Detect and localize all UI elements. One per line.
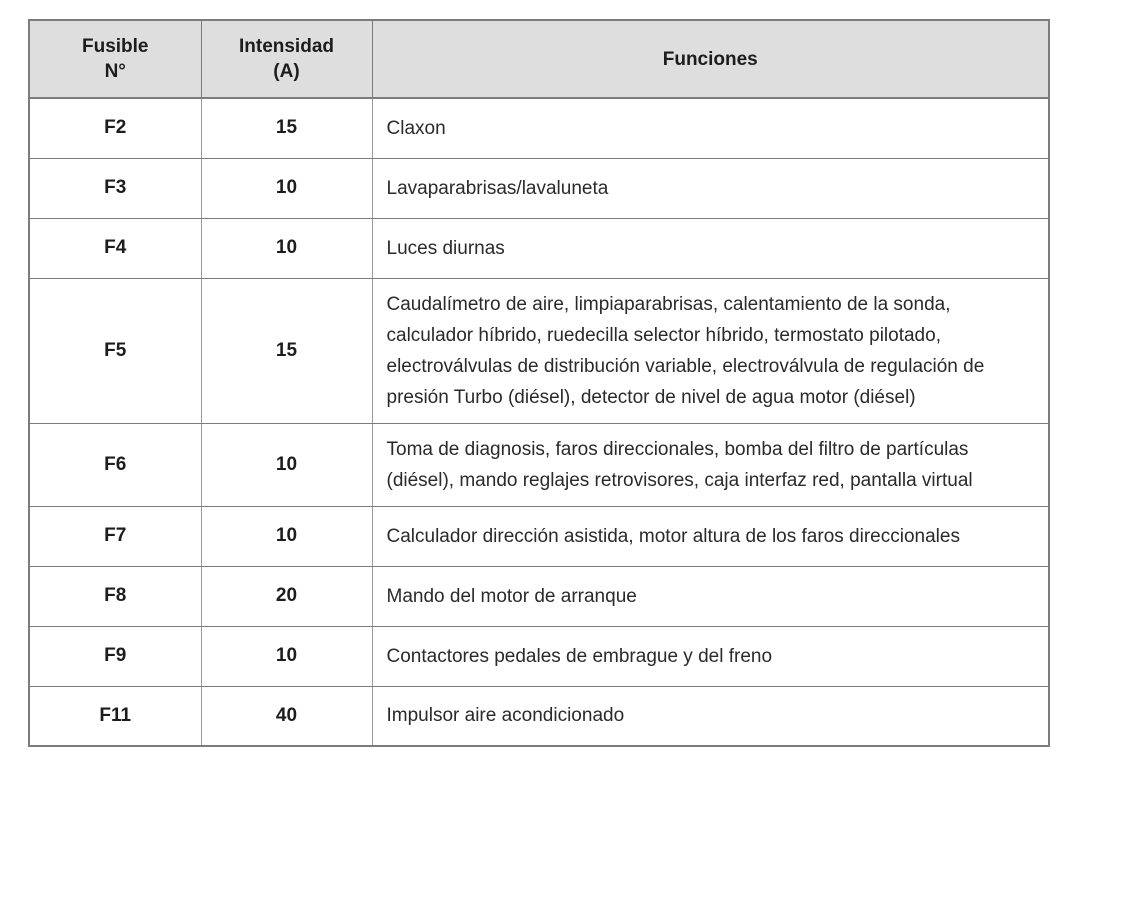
cell-functions: Luces diurnas [372, 218, 1049, 278]
header-row [29, 20, 1049, 98]
cell-fuse-number: F2 [29, 98, 201, 158]
header-fuse-line1: Fusible [81, 36, 149, 57]
table-body [29, 98, 1049, 746]
header-fuse-line2: N° [104, 61, 126, 82]
column-header-fuse-number [29, 20, 201, 98]
cell-fuse-number: F6 [29, 423, 201, 506]
cell-functions: Calculador dirección asistida, motor altura de los faros direccionales [372, 506, 1049, 566]
cell-fuse-number: F8 [29, 566, 201, 626]
cell-fuse-number: F3 [29, 158, 201, 218]
cell-fuse-number: F5 [29, 278, 201, 423]
cell-amperage: 15 [201, 278, 372, 423]
cell-amperage: 40 [201, 686, 372, 746]
cell-functions: Contactores pedales de embrague y del freno [372, 626, 1049, 686]
cell-fuse-number: F7 [29, 506, 201, 566]
table-row [29, 686, 1049, 746]
cell-amperage: 10 [201, 626, 372, 686]
table-row [29, 423, 1049, 506]
table-row [29, 566, 1049, 626]
table-header [29, 20, 1049, 98]
cell-amperage: 15 [201, 98, 372, 158]
cell-amperage: 10 [201, 218, 372, 278]
header-amperage-line2: (A) [273, 61, 300, 82]
cell-functions: Caudalímetro de aire, limpiaparabrisas, calentamiento de la sonda, calculador híbrido, ruedecilla selector híbrido, termostato pilotado, electroválvulas de distribución variable, electroválvula de regulación de presión Turbo (diésel), detector de nivel de agua motor (diésel) [372, 278, 1049, 423]
table-row [29, 278, 1049, 423]
cell-amperage: 10 [201, 423, 372, 506]
table-row [29, 626, 1049, 686]
cell-amperage: 10 [201, 506, 372, 566]
cell-amperage: 10 [201, 158, 372, 218]
cell-functions: Claxon [372, 98, 1049, 158]
table-row [29, 158, 1049, 218]
cell-amperage: 20 [201, 566, 372, 626]
fuse-box-table [28, 19, 1050, 747]
cell-fuse-number: F4 [29, 218, 201, 278]
column-header-amperage [201, 20, 372, 98]
cell-functions: Impulsor aire acondicionado [372, 686, 1049, 746]
cell-fuse-number: F9 [29, 626, 201, 686]
table-row [29, 506, 1049, 566]
cell-functions: Lavaparabrisas/lavaluneta [372, 158, 1049, 218]
cell-fuse-number: F11 [29, 686, 201, 746]
cell-functions: Mando del motor de arranque [372, 566, 1049, 626]
column-header-functions: Funciones [372, 20, 1049, 98]
header-amperage-line1: Intensidad [238, 36, 334, 57]
table-row [29, 218, 1049, 278]
table-row [29, 98, 1049, 158]
cell-functions: Toma de diagnosis, faros direccionales, bomba del filtro de partículas (diésel), mando reglajes retrovisores, caja interfaz red, pantalla virtual [372, 423, 1049, 506]
